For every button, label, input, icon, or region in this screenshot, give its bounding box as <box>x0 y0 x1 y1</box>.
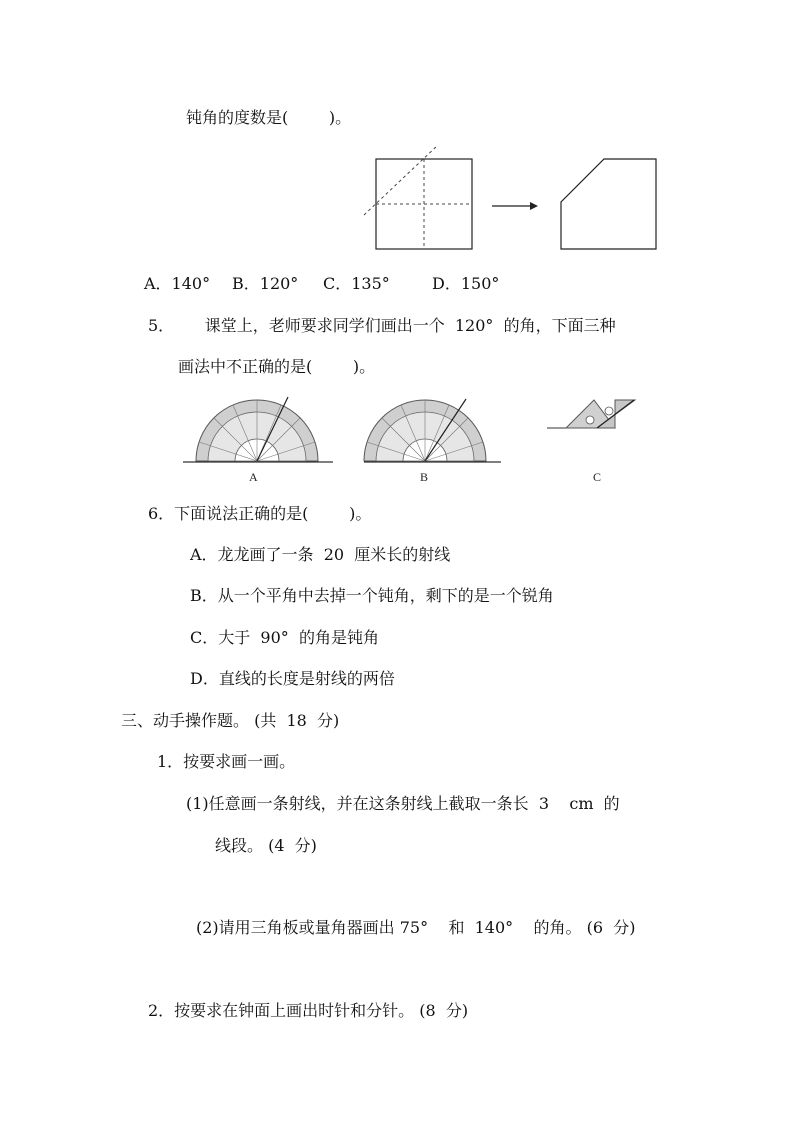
arrow-head <box>530 202 538 210</box>
q6-option-a: A．龙龙画了一条 20 厘米长的射线 <box>190 545 451 564</box>
protractor-a-figure <box>183 395 333 487</box>
s3-q1: 1．按要求画一画。 <box>157 752 296 771</box>
label-a: A <box>249 470 258 484</box>
protractor-b-figure <box>356 395 506 487</box>
set-square-c-figure <box>545 395 655 487</box>
q4-option-a: A．140° <box>144 274 211 293</box>
s3-q1-part1-line1: (1)任意画一条射线，并在这条射线上截取一条长 3 cm 的 <box>186 794 620 813</box>
s3-q1-part1-line2: 线段。 (4 分) <box>215 836 317 855</box>
q4-option-c: C．135° <box>323 274 390 293</box>
q6-option-b: B．从一个平角中去掉一个钝角，剩下的是一个锐角 <box>190 586 554 605</box>
q5-line-2: 画法中不正确的是( )。 <box>178 357 376 376</box>
paper-fold-figure <box>350 145 670 255</box>
q4-option-d: D．150° <box>432 274 500 293</box>
q4-option-b: B．120° <box>232 274 299 293</box>
label-b: B <box>420 470 429 484</box>
cut-paper-shape <box>561 159 656 249</box>
q5-line-1: 5． 课堂上，老师要求同学们画出一个 120° 的角，下面三种 <box>148 316 616 335</box>
s3-q2: 2．按要求在钟面上画出时针和分针。 (8 分) <box>148 1001 469 1020</box>
label-c: C <box>593 470 602 484</box>
s3-q1-part2: (2)请用三角板或量角器画出 75° 和 140° 的角。 (6 分) <box>196 918 636 937</box>
section-3-title: 三、动手操作题。 (共 18 分) <box>121 711 340 730</box>
q6-stem: 6．下面说法正确的是( )。 <box>148 504 372 523</box>
q6-option-c: C．大于 90° 的角是钝角 <box>190 628 379 647</box>
q4-stem: 钝角的度数是( )。 <box>186 108 352 127</box>
q6-option-d: D．直线的长度是射线的两倍 <box>190 669 395 688</box>
